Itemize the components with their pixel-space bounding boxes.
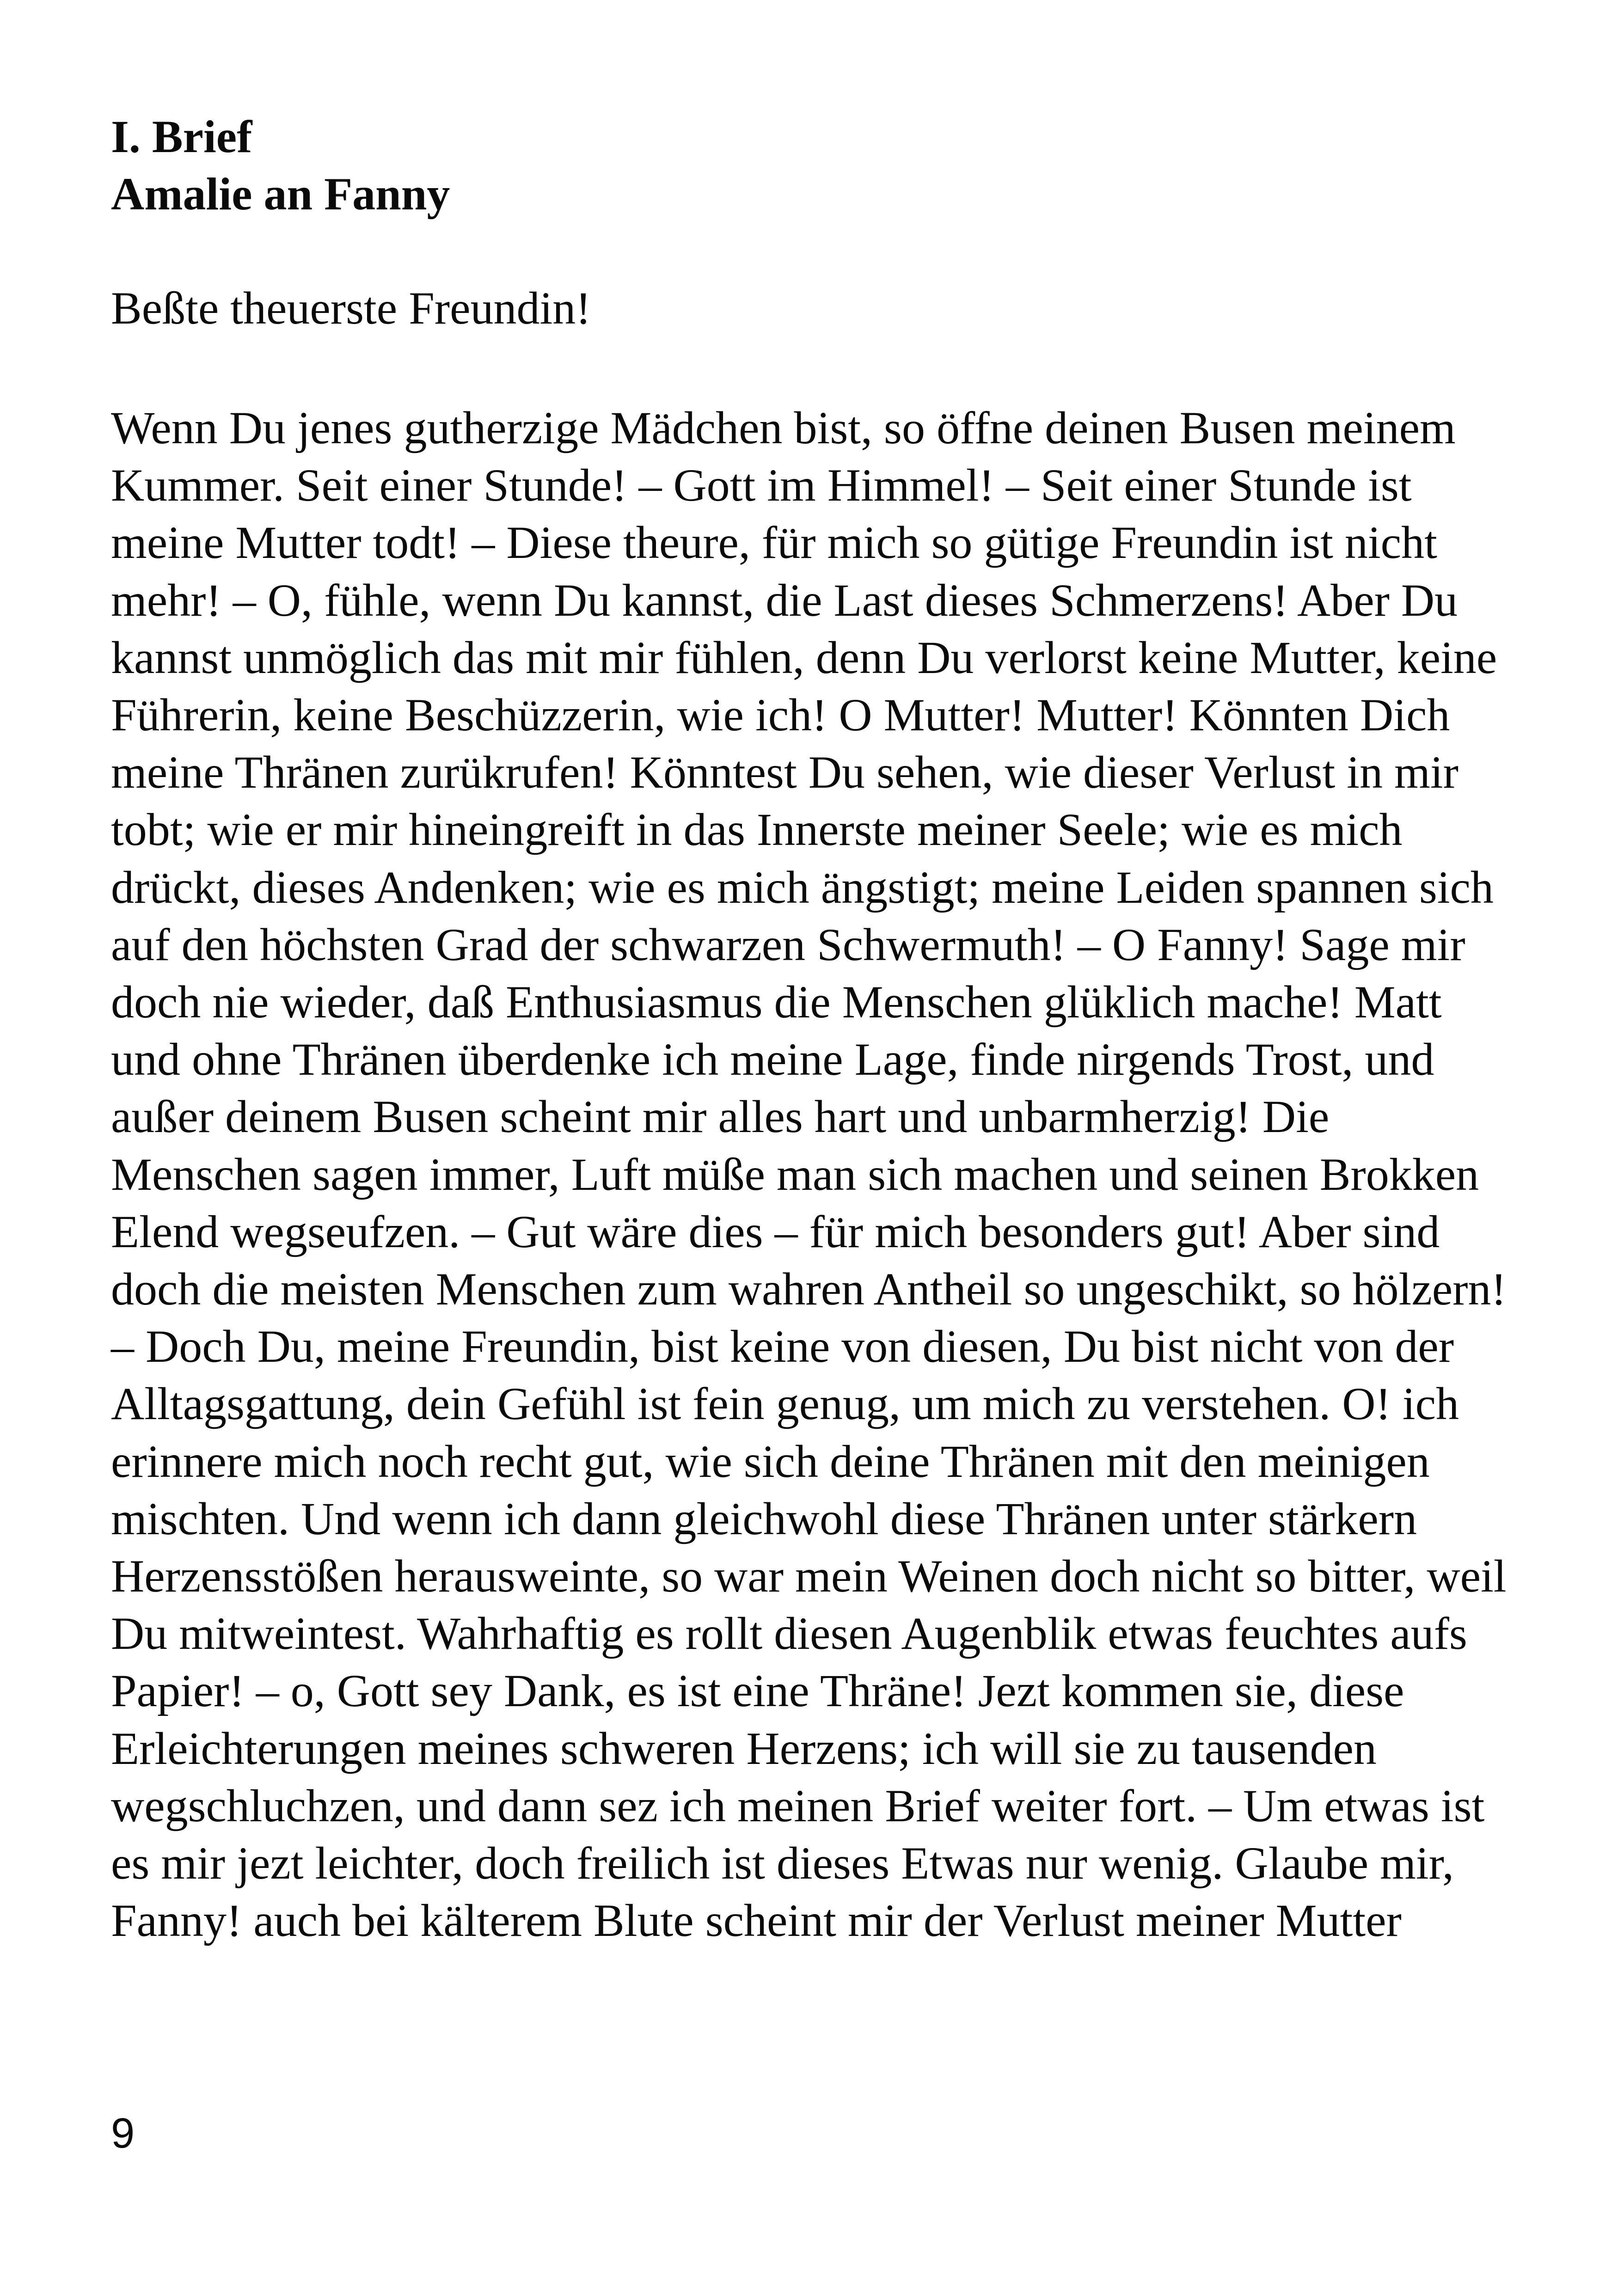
- body-line: Herzensstößen herausweinte, so war mein Weinen doch nicht so bitter, weil: [111, 1550, 1507, 1602]
- letter-body: [111, 399, 1544, 1949]
- body-line: auf den höchsten Grad der schwarzen Schwermuth! – O Fanny! Sage mir: [111, 918, 1465, 970]
- body-line: kannst unmöglich das mit mir fühlen, denn Du verlorst keine Mutter, keine: [111, 631, 1497, 683]
- body-line: drückt, dieses Andenken; wie es mich ängstigt; meine Leiden spannen sich: [111, 861, 1494, 913]
- body-line: erinnere mich noch recht gut, wie sich deine Thränen mit den meinigen: [111, 1435, 1430, 1487]
- letter-heading: [111, 108, 450, 223]
- body-line: Wenn Du jenes gutherzige Mädchen bist, so öffne deinen Busen meinem: [111, 402, 1456, 453]
- body-line: meine Mutter todt! – Diese theure, für mich so gütige Freundin ist nicht: [111, 517, 1437, 569]
- body-line: Führerin, keine Beschüzzerin, wie ich! O Mutter! Mutter! Könnten Dich: [111, 689, 1450, 741]
- body-line: – Doch Du, meine Freundin, bist keine von diesen, Du bist nicht von der: [111, 1321, 1454, 1372]
- body-line: mehr! – O, fühle, wenn Du kannst, die Last dieses Schmerzens! Aber Du: [111, 574, 1458, 626]
- page-number: 9: [111, 2110, 135, 2157]
- body-line: wegschluchzen, und dann sez ich meinen Brief weiter fort. – Um etwas ist: [111, 1780, 1485, 1831]
- body-line: es mir jezt leichter, doch freilich ist dieses Etwas nur wenig. Glaube mir,: [111, 1837, 1454, 1889]
- body-line: Elend wegseufzen. – Gut wäre dies – für mich besonders gut! Aber sind: [111, 1206, 1440, 1257]
- body-line: meine Thränen zurükrufen! Könntest Du sehen, wie dieser Verlust in mir: [111, 747, 1459, 798]
- body-line: Alltagsgattung, dein Gefühl ist fein genug, um mich zu verstehen. O! ich: [111, 1378, 1459, 1430]
- body-line: doch nie wieder, daß Enthusiasmus die Menschen glüklich mache! Matt: [111, 976, 1442, 1028]
- letter-subtitle: Amalie an Fanny: [111, 168, 450, 220]
- body-line: und ohne Thränen überdenke ich meine Lage, finde nirgends Trost, und: [111, 1034, 1434, 1085]
- body-line: Papier! – o, Gott sey Dank, es ist eine Thräne! Jezt kommen sie, diese: [111, 1665, 1404, 1717]
- letter-number-title: I. Brief: [111, 111, 252, 162]
- body-line: Erleichterungen meines schweren Herzens; ich will sie zu tausenden: [111, 1722, 1377, 1774]
- body-line: Menschen sagen immer, Luft müße man sich machen und seinen Brokken: [111, 1148, 1479, 1200]
- body-line: außer deinem Busen scheint mir alles hart und unbarmherzig! Die: [111, 1091, 1330, 1143]
- body-line: mischten. Und wenn ich dann gleichwohl diese Thränen unter stärkern: [111, 1493, 1417, 1544]
- body-line: Fanny! auch bei kälterem Blute scheint mir der Verlust meiner Mutter: [111, 1895, 1402, 1947]
- body-line: Du mitweintest. Wahrhaftig es rollt diesen Augenblik etwas feuchtes aufs: [111, 1608, 1467, 1659]
- body-line: tobt; wie er mir hineingreift in das Innerste meiner Seele; wie es mich: [111, 804, 1403, 856]
- letter-salutation: Beßte theuerste Freundin!: [111, 282, 591, 334]
- body-line: Kummer. Seit einer Stunde! – Gott im Himmel! – Seit einer Stunde ist: [111, 459, 1412, 511]
- body-line: doch die meisten Menschen zum wahren Antheil so ungeschikt, so hölzern!: [111, 1263, 1507, 1315]
